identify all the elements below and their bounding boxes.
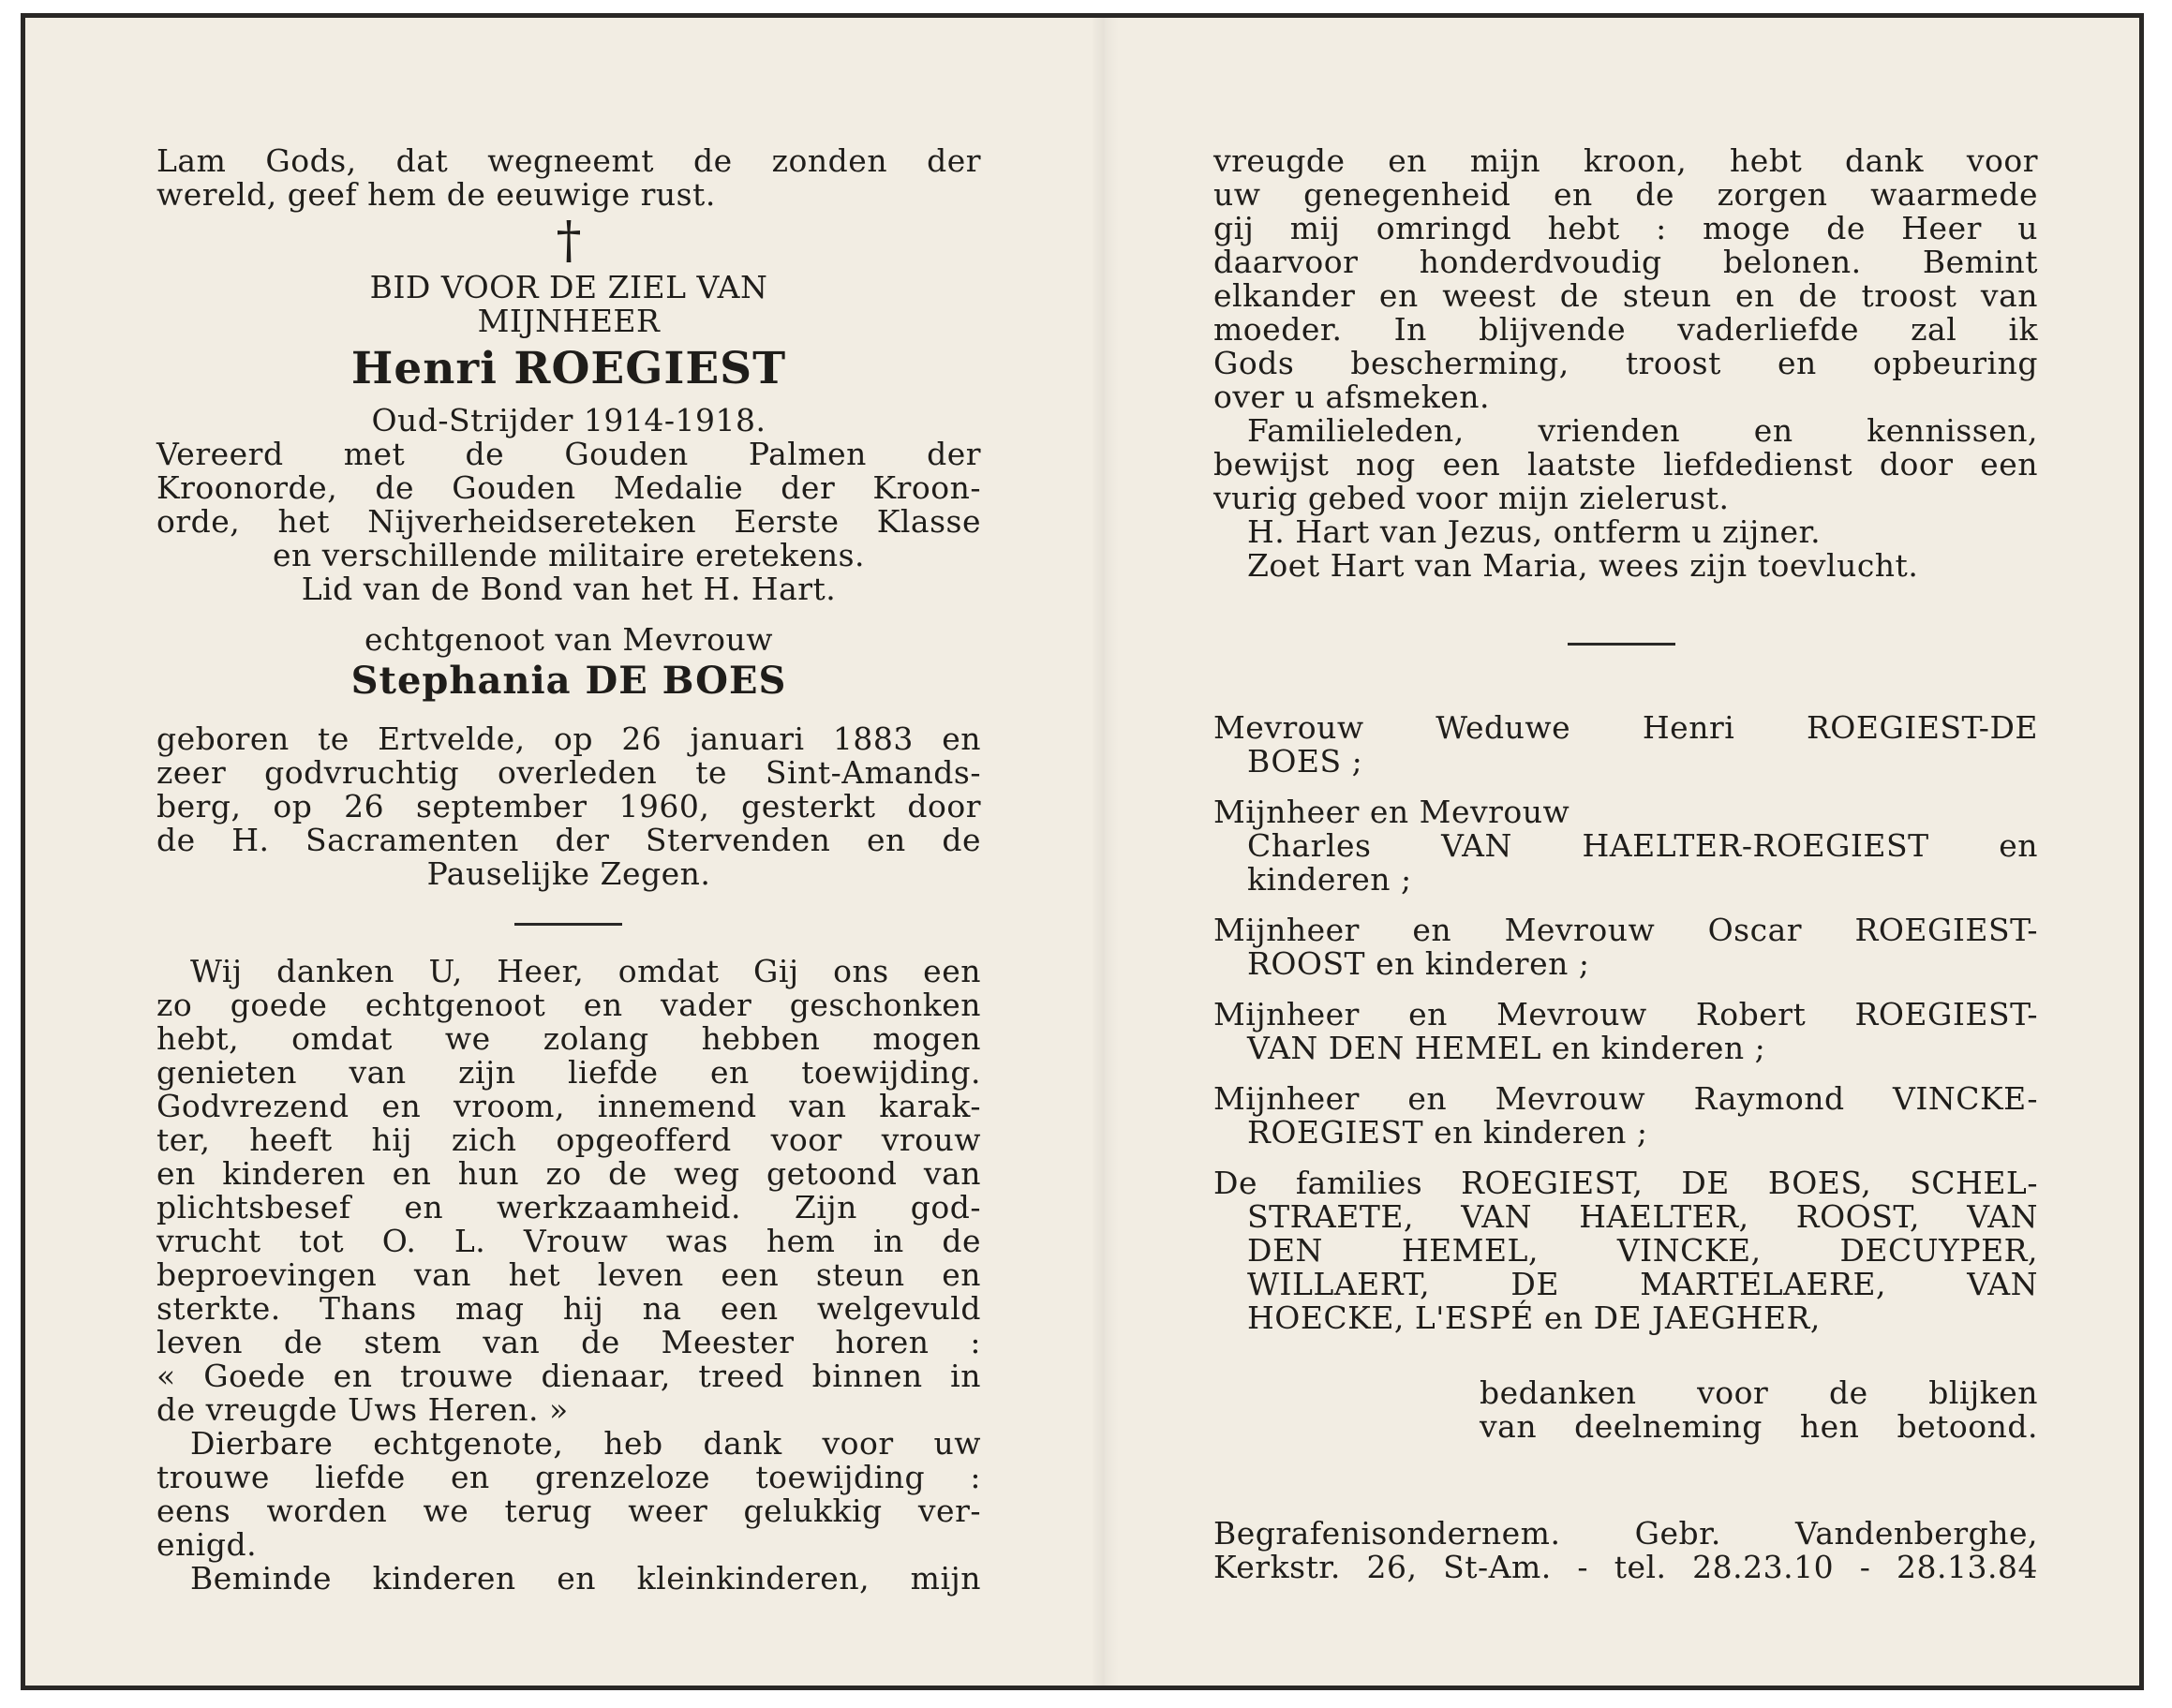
honors-block <box>156 404 981 606</box>
text-line: sterkte. Thans mag hij na een welgevuld <box>156 1290 981 1327</box>
text-line: elkander en weest de steun en de troost van <box>1213 277 2038 314</box>
text-line: leven de stem van de Meester horen : <box>156 1324 981 1360</box>
family-line: Mijnheer en Mevrouw Raymond VINCKE- <box>1213 1080 2038 1117</box>
bid-heading <box>156 271 981 338</box>
thanks-line: bedanken voor de blijken <box>1480 1374 2038 1411</box>
family-line: Mijnheer en Mevrouw Oscar ROEGIEST- <box>1213 912 2038 948</box>
birth-death-line: de H. Sacramenten der Stervenden en de <box>156 822 981 858</box>
family-line: ROOST en kinderen ; <box>1247 945 1590 982</box>
spouse-intro: echtgenoot van Mevrouw <box>364 621 774 658</box>
text-line: Dierbare echtgenote, heb dank voor uw <box>190 1425 981 1462</box>
families-line: HOECKE, L'ESPÉ en DE JAEGHER, <box>1247 1300 1821 1336</box>
card-fold <box>1091 18 1119 1686</box>
family-entry <box>1213 711 2038 779</box>
text-line: vreugde en mijn kroon, hebt dank voor <box>1213 142 2038 179</box>
text-line: vurig gebed voor mijn zielerust. <box>1213 480 1730 516</box>
spouse-name: Stephania DE BOES <box>350 659 787 703</box>
memorial-card <box>21 13 2144 1690</box>
undertaker-line: Begrafenisondernem. Gebr. Vandenberghe, <box>1213 1515 2038 1552</box>
family-line: Charles VAN HAELTER-ROEGIEST en <box>1247 827 2038 864</box>
birth-death-line: zeer godvruchtig overleden te Sint-Amands- <box>156 754 981 791</box>
family-entry <box>1213 1082 2038 1150</box>
text-line: trouwe liefde en grenzeloze toewijding : <box>156 1459 981 1495</box>
text-line: gij mij omringd hebt : moge de Heer u <box>1213 210 2038 246</box>
prayer-line: Lam Gods, dat wegneemt de zonden der <box>156 142 981 179</box>
text-line: beproevingen van het leven een steun en <box>156 1256 981 1293</box>
family-line: Mijnheer en Mevrouw <box>1213 794 1570 830</box>
birth-death <box>156 722 981 891</box>
birth-death-line: berg, op 26 september 1960, gesterkt door <box>156 788 981 824</box>
text-line: Zoet Hart van Maria, wees zijn toevlucht. <box>1247 547 1919 584</box>
text-line: Wij danken U, Heer, omdat Gij ons een <box>190 953 981 989</box>
honors-line: Vereerd met de Gouden Palmen der <box>156 436 981 472</box>
families-entry <box>1213 1166 2038 1335</box>
family-line: kinderen ; <box>1247 861 1412 898</box>
honors-line: en verschillende militaire eretekens. <box>272 537 866 573</box>
text-line: hebt, omdat we zolang hebben mogen <box>156 1020 981 1057</box>
thanks-line: van deelneming hen betoond. <box>1480 1408 2038 1445</box>
text-line: uw genegenheid en de zorgen waarmede <box>1213 176 2038 213</box>
text-line: genieten van zijn liefde en toewijding. <box>156 1054 981 1091</box>
text-line: eens worden we terug weer gelukkig ver- <box>156 1493 981 1529</box>
text-line: zo goede echtgenoot en vader geschonken <box>156 987 981 1023</box>
families-line: DEN HEMEL, VINCKE, DECUYPER, <box>1247 1232 2038 1269</box>
text-line: Beminde kinderen en kleinkinderen, mijn <box>190 1560 981 1597</box>
birth-death-line: geboren te Ertvelde, op 26 januari 1883 en <box>156 720 981 757</box>
divider <box>1568 643 1675 646</box>
text-line: Godvrezend en vroom, innemend van karak- <box>156 1088 981 1124</box>
text-line: ter, heeft hij zich opgeofferd voor vrouw <box>156 1121 981 1158</box>
family-line: Mijnheer en Mevrouw Robert ROEGIEST- <box>1213 996 2038 1032</box>
undertaker <box>1213 1517 2038 1584</box>
text-line: H. Hart van Jezus, ontferm u zijner. <box>1247 513 1822 550</box>
text-line: plichtsbesef en werkzaamheid. Zijn god- <box>156 1189 981 1225</box>
text-line: daarvoor honderdvoudig belonen. Bemint <box>1213 244 2038 280</box>
cross-icon: † <box>556 211 582 270</box>
family-entry <box>1213 795 2038 897</box>
honors-line: orde, het Nijverheidsereteken Eerste Klasse <box>156 503 981 540</box>
family-entry <box>1213 913 2038 981</box>
family-line: BOES ; <box>1247 743 1363 780</box>
text-line: Gods bescherming, troost en opbeuring <box>1213 345 2038 381</box>
families-line: WILLAERT, DE MARTELAERE, VAN <box>1247 1266 2038 1302</box>
deceased-name: Henri ROEGIEST <box>350 343 787 394</box>
text-line: enigd. <box>156 1526 258 1563</box>
veteran-line: Oud-Strijder 1914-1918. <box>371 402 766 438</box>
text-line: « Goede en trouwe dienaar, treed binnen in <box>156 1358 981 1394</box>
prayer <box>156 144 981 212</box>
text-line: bewijst nog een laatste liefdedienst door een <box>1213 446 2038 483</box>
text-line: en kinderen en hun zo de weg getoond van <box>156 1155 981 1192</box>
thanks <box>1480 1376 2038 1444</box>
prayer-line: wereld, geef hem de eeuwige rust. <box>156 176 716 213</box>
families-line: De families ROEGIEST, DE BOES, SCHEL- <box>1213 1165 2038 1201</box>
blessing-line: Pauselijke Zegen. <box>426 855 711 892</box>
family-line: ROEGIEST en kinderen ; <box>1247 1114 1648 1151</box>
bid-line: MIJNHEER <box>477 303 661 339</box>
honors-line: Kroonorde, de Gouden Medalie der Kroon- <box>156 469 981 506</box>
family-entry <box>1213 998 2038 1065</box>
family-line: Mevrouw Weduwe Henri ROEGIEST-DE <box>1213 709 2038 746</box>
text-line: Familieleden, vrienden en kennissen, <box>1247 412 2038 449</box>
bid-line: BID VOOR DE ZIEL VAN <box>369 269 768 305</box>
text-line: over u afsmeken. <box>1213 379 1490 415</box>
right-text <box>1213 144 2038 583</box>
member-line: Lid van de Bond van het H. Hart. <box>301 571 837 607</box>
left-text <box>156 955 981 1596</box>
divider <box>514 923 622 926</box>
undertaker-line: Kerkstr. 26, St-Am. - tel. 28.23.10 - 28.13.84 <box>1213 1549 2038 1585</box>
text-line: moeder. In blijvende vaderliefde zal ik <box>1213 311 2038 348</box>
right-page <box>1213 18 2038 1686</box>
left-page <box>156 18 981 1686</box>
text-line: de vreugde Uws Heren. » <box>156 1391 569 1428</box>
family-list <box>1213 711 2038 1335</box>
family-line: VAN DEN HEMEL en kinderen ; <box>1247 1030 1766 1066</box>
families-line: STRAETE, VAN HAELTER, ROOST, VAN <box>1247 1198 2038 1235</box>
text-line: vrucht tot O. L. Vrouw was hem in de <box>156 1223 981 1259</box>
